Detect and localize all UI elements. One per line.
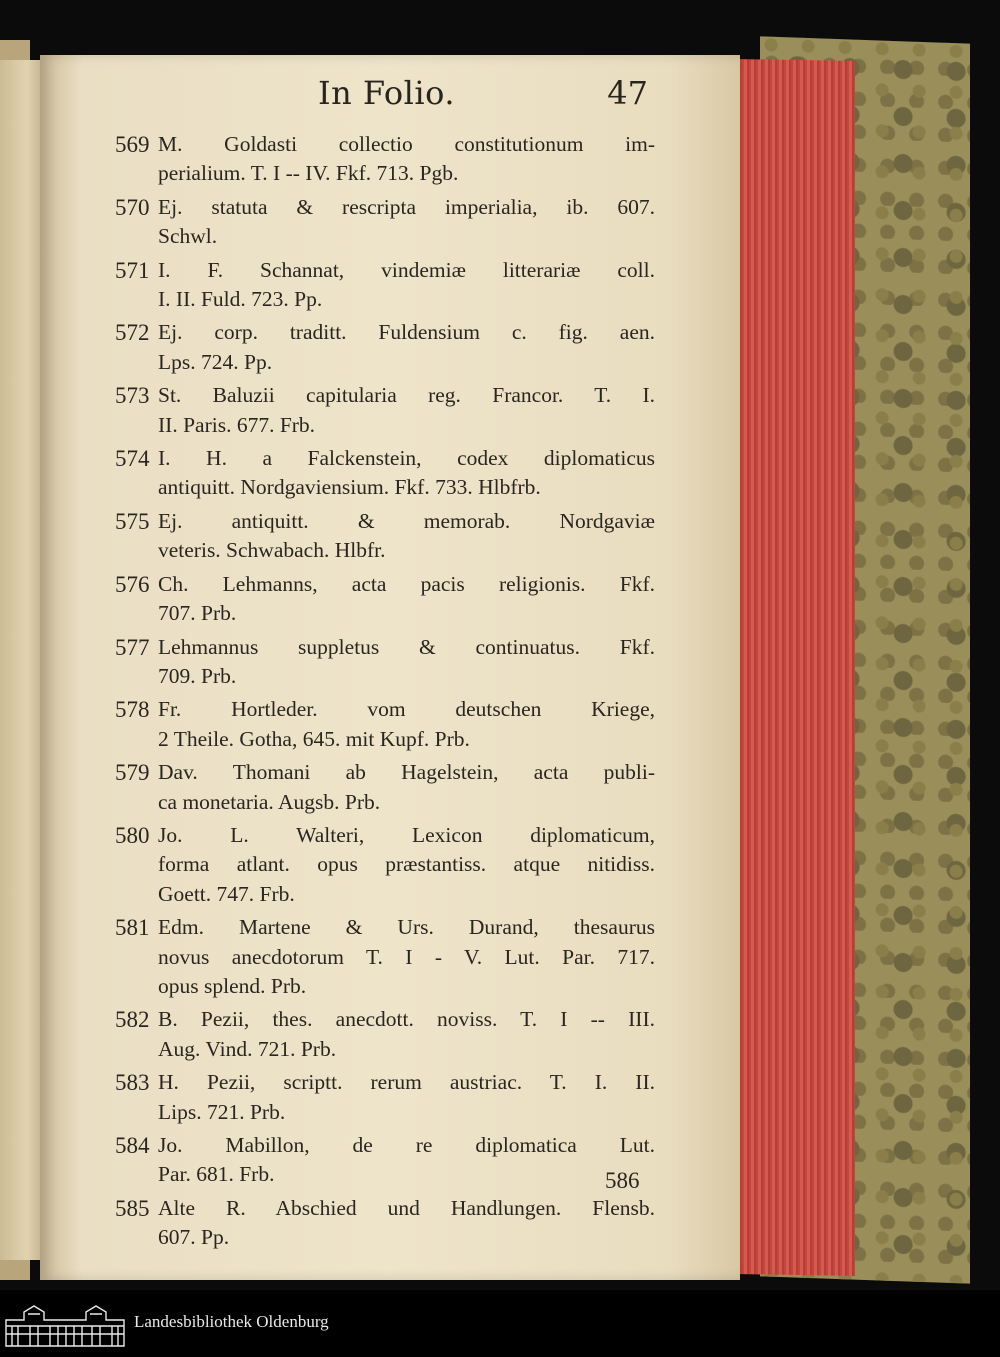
library-name: Landesbibliothek Oldenburg [134, 1312, 329, 1331]
entry-text-line: Goett. 747. Frb. [158, 881, 295, 906]
catalog-entry [115, 1068, 655, 1127]
running-title: In Folio. [318, 74, 455, 112]
red-page-edges [735, 59, 855, 1276]
entry-number: 582 [115, 1007, 150, 1033]
catalog-entry [115, 821, 655, 909]
entry-text-line: Lips. 721. Prb. [158, 1099, 286, 1124]
catalog-entry [115, 1131, 655, 1190]
entry-text-line: I. F. Schannat, vindemiæ litterariæ coll. [158, 257, 655, 282]
entry-text-line: Alte R. Abschied und Handlungen. Flensb. [158, 1195, 655, 1220]
entry-number: 571 [115, 257, 150, 283]
entry-number: 575 [115, 508, 150, 534]
entry-text-line: H. Pezii, scriptt. rerum austriac. T. I. II. [158, 1070, 655, 1095]
entry-text-line: II. Paris. 677. Frb. [158, 412, 316, 437]
catalog-entry [115, 633, 655, 692]
entry-text-line: forma atlant. opus præstantiss. atque nitidiss. [158, 852, 655, 877]
entry-text-line: Lps. 724. Pp. [158, 349, 273, 374]
entry-text-line: Ej. statuta & rescripta imperialia, ib. 607. [158, 194, 655, 219]
entry-text-line: St. Baluzii capitularia reg. Francor. T. I. [158, 383, 655, 408]
page-number: 47 [607, 74, 648, 112]
entry-text-line: veteris. Schwabach. Hlbfr. [158, 538, 386, 563]
page-header [318, 74, 648, 124]
entry-text-line: Lehmannus suppletus & continuatus. Fkf. [158, 634, 655, 659]
entry-number: 578 [115, 697, 150, 723]
catchword: 586 [605, 1168, 640, 1193]
entry-text-line: Par. 681. Frb. [158, 1162, 275, 1187]
entry-text-line: Dav. Thomani ab Hagelstein, acta publi- [158, 760, 655, 785]
entry-text-line: 707. Prb. [158, 601, 237, 626]
entry-text-line: 607. Pp. [158, 1225, 230, 1250]
entry-text-line: 709. Prb. [158, 663, 237, 688]
entry-text-line: 2 Theile. Gotha, 645. mit Kupf. Prb. [158, 726, 470, 751]
entry-number: 573 [115, 383, 150, 409]
entry-number: 585 [115, 1195, 150, 1221]
entry-text-line: Edm. Martene & Urs. Durand, thesaurus [158, 915, 655, 940]
catalog-entry [115, 318, 655, 377]
entry-number: 577 [115, 634, 150, 660]
entry-number: 581 [115, 915, 150, 941]
entry-text-line: B. Pezii, thes. anecdott. noviss. T. I -- III. [158, 1007, 655, 1032]
entry-text-line: I. H. a Falckenstein, codex diplomaticus [158, 446, 655, 471]
entry-text-line: Ej. corp. traditt. Fuldensium c. fig. aen. [158, 320, 655, 345]
catalog-entries [115, 130, 655, 1257]
entry-text-line: perialium. T. I -- IV. Fkf. 713. Pgb. [158, 161, 459, 186]
entry-text-line: M. Goldasti collectio constitutionum im- [158, 132, 655, 156]
catalog-entry [115, 1005, 655, 1064]
catalog-entry [115, 570, 655, 629]
entry-text-line: Jo. L. Walteri, Lexicon diplomaticum, [158, 822, 655, 847]
entry-text-line: Ej. antiquitt. & memorab. Nordgaviæ [158, 508, 655, 533]
entry-text-line: I. II. Fuld. 723. Pp. [158, 287, 323, 312]
entry-text-line: antiquitt. Nordgaviensium. Fkf. 733. Hlbfrb. [158, 475, 541, 500]
catalog-entry [115, 1194, 655, 1253]
catalog-entry [115, 444, 655, 503]
entry-text-line: novus anecdotorum T. I - V. Lut. Par. 717. [158, 944, 655, 969]
entry-number: 572 [115, 320, 150, 346]
entry-number: 576 [115, 571, 150, 597]
entry-text-line: ca monetaria. Augsb. Prb. [158, 789, 381, 814]
catalog-entry [115, 381, 655, 440]
catalog-entry [115, 256, 655, 315]
catalog-entry [115, 913, 655, 1001]
footer-bar [0, 1290, 1000, 1357]
catalog-entry [115, 758, 655, 817]
catalog-entry [115, 695, 655, 754]
library-building-icon [4, 1302, 126, 1348]
entry-number: 574 [115, 446, 150, 472]
catalog-entry [115, 193, 655, 252]
entry-text-line: Fr. Hortleder. vom deutschen Kriege, [158, 697, 655, 722]
entry-text-line: Aug. Vind. 721. Prb. [158, 1036, 337, 1061]
entry-text-line: opus splend. Prb. [158, 973, 307, 998]
catalog-entry [115, 507, 655, 566]
entry-text-line: Schwl. [158, 224, 218, 249]
entry-text-line: Jo. Mabillon, de re diplomatica Lut. [158, 1133, 655, 1157]
entry-number: 569 [115, 132, 150, 157]
entry-number: 570 [115, 194, 150, 220]
entry-number: 580 [115, 822, 150, 848]
entry-number: 583 [115, 1070, 150, 1096]
entry-text-line: Ch. Lehmanns, acta pacis religionis. Fkf. [158, 571, 655, 596]
catalog-entry [115, 130, 655, 189]
left-page-edge [0, 60, 45, 1260]
entry-number: 579 [115, 760, 150, 786]
entry-number: 584 [115, 1133, 150, 1158]
